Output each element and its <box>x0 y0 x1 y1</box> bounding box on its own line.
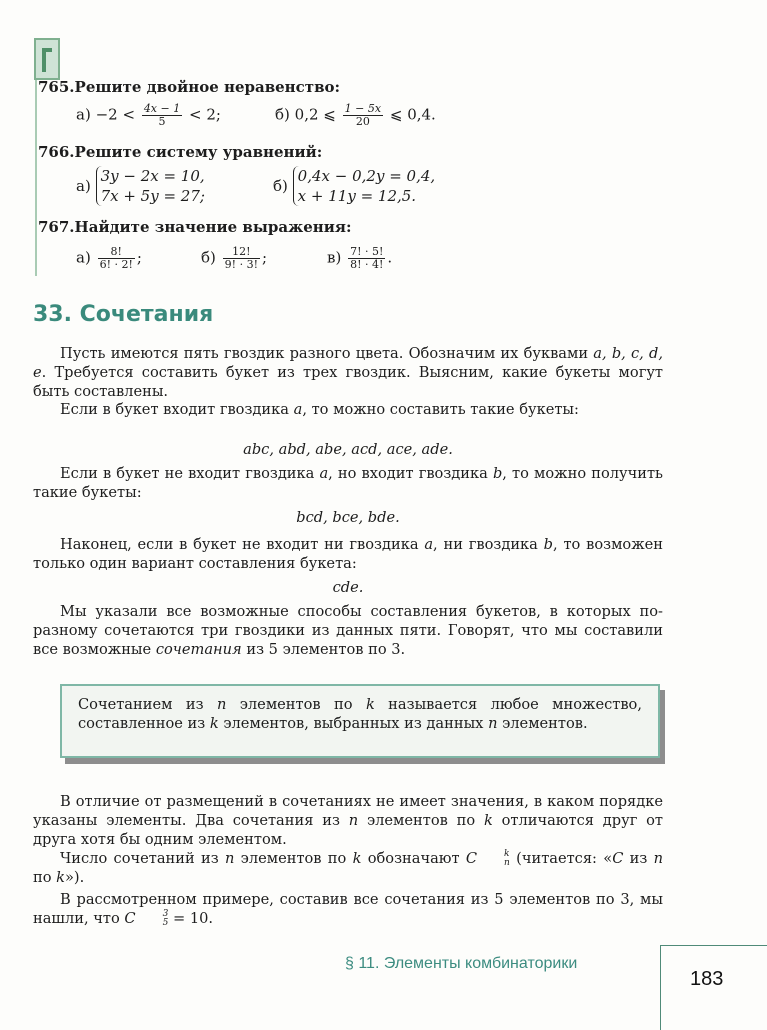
text-run: »). <box>65 868 85 886</box>
math-variable: k <box>483 811 493 829</box>
formula: cde. <box>332 579 364 596</box>
paragraph <box>33 345 663 401</box>
paragraph <box>33 793 663 849</box>
text-run: = 10. <box>168 909 214 927</box>
formula: bcd, bce, bde. <box>296 509 400 526</box>
math-variable: сочетания <box>155 640 242 658</box>
exercise-765-a: а) −2 < $\frac{4x - 1}{5}$ < 2; <box>76 102 221 128</box>
math-variable: C <box>612 850 624 867</box>
text-run: из 5 элементов по 3. <box>241 640 406 658</box>
math-variable: C <box>465 850 478 867</box>
text-run: , но входит гвоздика <box>328 465 493 482</box>
text-run: (читается: « <box>509 850 613 867</box>
index-sup-sub: k n <box>504 849 510 868</box>
text-run: называется любое множество, составленное из <box>78 696 642 732</box>
text-run: Мы указали все возможные способы составления букетов, в которых по-разному сочетаются три гвоздики из данных пяти. Говорят, что мы составили все возможные <box>33 603 663 658</box>
exercise-767-b: б) $\frac{12!}{9! \cdot 3!}$ ; <box>201 245 268 271</box>
paragraph <box>33 465 663 503</box>
exercise-765-b: б) 0,2 ⩽ $\frac{1 - 5x}{20}$ ⩽ 0,4. <box>275 102 436 128</box>
math-variable: b <box>543 536 554 553</box>
page-number: 183 <box>690 968 724 990</box>
exercise-766-b: б) 0,4x − 0,2y = 0,4, x + 11y = 12,5. <box>273 167 436 205</box>
math-variable: a, b, c, d, e <box>33 345 663 381</box>
formula: abc, abd, abe, acd, ace, ade. <box>243 441 453 458</box>
text-run: обозначают <box>361 850 466 867</box>
math-variable: a <box>293 401 303 418</box>
text-run: из <box>623 850 654 867</box>
text-run: , то можно составить такие букеты: <box>302 401 579 418</box>
math-variable: a <box>424 536 434 553</box>
text-run: В отличие от размещений в сочетаниях не имеет значения, в каком порядке указаны элементы. Два сочетания из <box>33 793 663 829</box>
paragraph <box>33 603 663 659</box>
text-run: Пусть имеются пять гвоздик разного цвета. Обозначим их буквами <box>60 345 594 362</box>
math-variable: n <box>216 696 227 713</box>
section-heading: 33. Сочетания <box>33 302 214 327</box>
math-variable: k <box>56 868 65 886</box>
text-run: элементов по <box>234 850 353 867</box>
index-sup-sub: 3 5 <box>162 908 169 928</box>
exercise-766-a: а) 3y − 2x = 10, 7x + 5y = 27; <box>76 167 205 205</box>
math-variable: C <box>124 909 136 927</box>
text-run: Если в букет не входит гвоздика <box>60 465 320 482</box>
chapter-footer: § 11. Элементы комбинаторики <box>345 955 578 972</box>
text-run: по <box>33 868 57 886</box>
paragraph <box>33 401 663 420</box>
math-variable: b <box>492 465 503 482</box>
text-run: элементов по <box>226 696 366 713</box>
fraction: $\frac{1 - 5x}{20}$ <box>344 102 382 128</box>
text-run: , ни гвоздика <box>433 536 544 553</box>
text-run: Число сочетаний из <box>60 850 225 867</box>
exercises-icon <box>34 38 60 80</box>
paragraph <box>33 850 663 888</box>
text-run: Сочетанием из <box>78 696 217 713</box>
exercise-767-a: а) $\frac{8!}{6! \cdot 2!}$ ; <box>76 245 142 271</box>
text-run: элементов, выбранных из данных <box>218 714 489 732</box>
math-variable: a <box>319 465 329 482</box>
text-run: , то можно получить такие букеты: <box>33 465 663 501</box>
exercises-rule <box>35 80 37 276</box>
text-run: отличаются друг от друга хотя бы одним элементом. <box>33 811 664 848</box>
text-run: , то возможен только один вариант составления букета: <box>33 536 663 572</box>
math-variable: n <box>653 850 664 867</box>
exercise-765-title: 765.Решите двойное неравенство: <box>38 78 341 96</box>
definition-box <box>60 684 660 758</box>
fraction: $\frac{4x - 1}{5}$ <box>143 102 181 128</box>
math-variable: k <box>352 850 362 867</box>
text-run: В рассмотренном примере, составив все сочетания из 5 элементов по 3, мы нашли, что <box>33 891 663 927</box>
text-run: элементов. <box>497 714 588 732</box>
math-variable: k <box>365 696 375 713</box>
text-run: . Требуется составить букет из трех гвоздик. Выясним, какие букеты могут быть составлены. <box>33 363 663 400</box>
text-run: Если в букет входит гвоздика <box>60 401 294 418</box>
text-run: Наконец, если в букет не входит ни гвоздика <box>60 536 425 553</box>
math-variable: n <box>348 811 359 829</box>
math-variable: n <box>224 850 235 867</box>
math-variable: n <box>488 714 498 732</box>
paragraph <box>33 891 663 929</box>
exercise-767-c: в) $\frac{7! \cdot 5!}{8! \cdot 4!}$ . <box>327 245 393 271</box>
exercise-767-title: 767.Найдите значение выражения: <box>38 218 352 236</box>
exercise-766-title: 766.Решите систему уравнений: <box>38 143 323 161</box>
paragraph <box>33 536 663 574</box>
text-run: элементов по <box>358 811 484 829</box>
math-variable: k <box>209 714 219 732</box>
definition-text <box>78 696 642 734</box>
